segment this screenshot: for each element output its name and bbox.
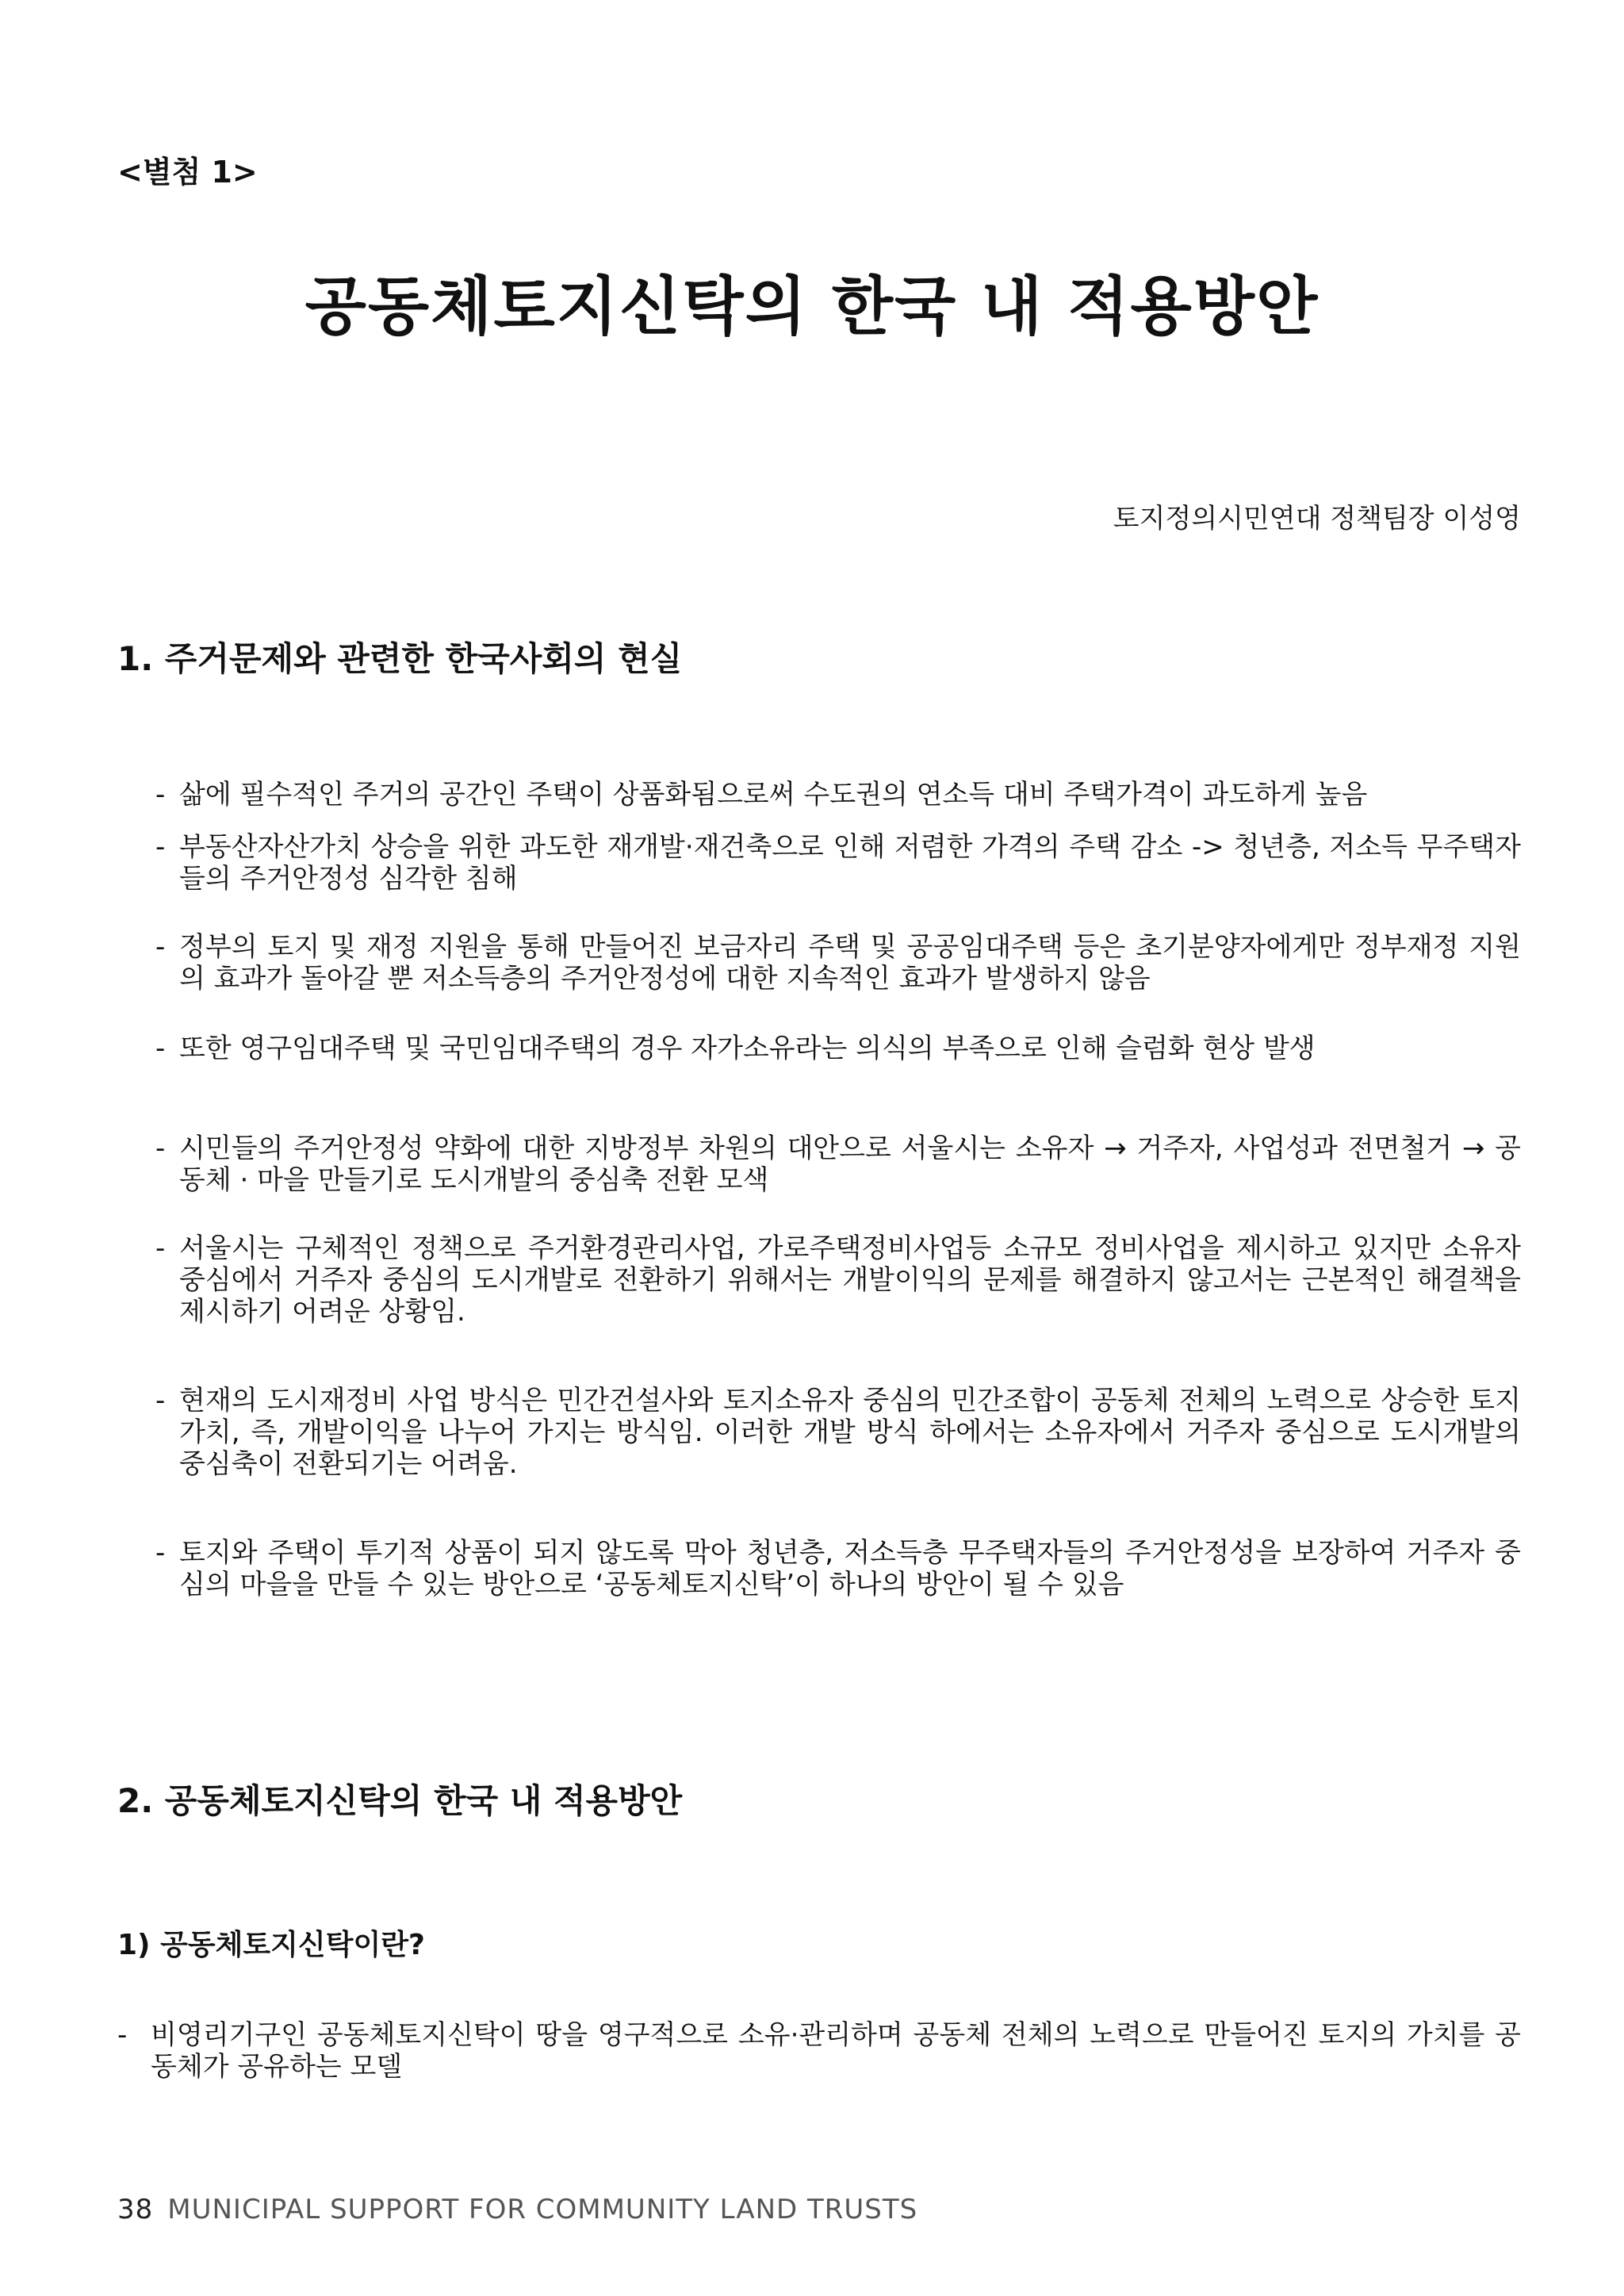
list-item-text: 시민들의 주거안정성 약화에 대한 지방정부 차원의 대안으로 서울시는 소유자 → 거주자, 사업성과 전면철거 → 공동체 · 마을 만들기로 도시개발의 중심축 전환 모색	[179, 1133, 1521, 1196]
bullet-dash: -	[155, 931, 166, 963]
bullet-dash: -	[155, 1537, 166, 1569]
attachment-label: <별첨 1>	[117, 155, 258, 190]
list-item-text: 현재의 도시재정비 사업 방식은 민간건설사와 토지소유자 중심의 민간조합이 공동체 전체의 노력으로 상승한 토지가치, 즉, 개발이익을 나누어 가지는 방식임. 이러한 개발 방식 하에서는 소유자에서 거주자 중심으로 도시개발의 중심축이 전환되기는 어려움.	[179, 1385, 1521, 1480]
bullet-dash: -	[155, 779, 166, 811]
section-2-heading: 2. 공동체토지신탁의 한국 내 적용방안	[117, 1781, 683, 1820]
list-item-text: 삶에 필수적인 주거의 공간인 주택이 상품화됨으로써 수도권의 연소득 대비 주택가격이 과도하게 높음	[179, 779, 1368, 811]
page-number: 38	[117, 2194, 154, 2225]
list-item	[155, 1385, 1521, 1480]
list-item	[155, 1133, 1521, 1196]
bullet-dash: -	[155, 1033, 166, 1064]
list-item	[155, 831, 1521, 895]
list-item	[155, 931, 1521, 995]
section-1-heading: 1. 주거문제와 관련한 한국사회의 현실	[117, 639, 683, 678]
list-item-text: 토지와 주택이 투기적 상품이 되지 않도록 막아 청년층, 저소득층 무주택자들의 주거안정성을 보장하여 거주자 중심의 마을을 만들 수 있는 방안으로 ‘공동체토지신탁’이 하나의 방안이 될 수 있음	[179, 1537, 1521, 1600]
bullet-dash: -	[155, 1232, 166, 1264]
bullet-dash: -	[117, 2019, 128, 2051]
list-item-text: 부동산자산가치 상승을 위한 과도한 재개발·재건축으로 인해 저렴한 가격의 주택 감소 -> 청년층, 저소득 무주택자들의 주거안정성 심각한 침해	[179, 831, 1521, 895]
list-item	[155, 779, 1521, 811]
bullet-dash: -	[155, 831, 166, 863]
bullet-dash: -	[155, 1133, 166, 1164]
subsection-heading: 1) 공동체토지신탁이란?	[117, 1929, 425, 1961]
list-item	[155, 1537, 1521, 1600]
list-item	[117, 2019, 1521, 2083]
list-item	[155, 1033, 1521, 1064]
list-item-text: 또한 영구임대주택 및 국민임대주택의 경우 자가소유라는 의식의 부족으로 인해 슬럼화 현상 발생	[179, 1033, 1316, 1064]
page-footer	[117, 2194, 917, 2225]
list-item-text: 서울시는 구체적인 정책으로 주거환경관리사업, 가로주택정비사업등 소규모 정비사업을 제시하고 있지만 소유자 중심에서 거주자 중심의 도시개발로 전환하기 위해서는 개발이익의 문제를 해결하지 않고서는 근본적인 해결책을 제시하기 어려운 상황임.	[179, 1232, 1521, 1328]
list-item-text: 정부의 토지 및 재정 지원을 통해 만들어진 보금자리 주택 및 공공임대주택 등은 초기분양자에게만 정부재정 지원의 효과가 돌아갈 뿐 저소득층의 주거안정성에 대한 지속적인 효과가 발생하지 않음	[179, 931, 1521, 995]
page-title: 공동체토지신탁의 한국 내 적용방안	[304, 270, 1320, 343]
bullet-dash: -	[155, 1385, 166, 1416]
list-item-text: 비영리기구인 공동체토지신탁이 땅을 영구적으로 소유·관리하며 공동체 전체의 노력으로 만들어진 토지의 가치를 공동체가 공유하는 모델	[151, 2019, 1521, 2083]
running-title: MUNICIPAL SUPPORT FOR COMMUNITY LAND TRUSTS	[167, 2194, 918, 2225]
author-byline: 토지정의시민연대 정책팀장 이성영	[1113, 503, 1521, 535]
list-item	[155, 1232, 1521, 1328]
